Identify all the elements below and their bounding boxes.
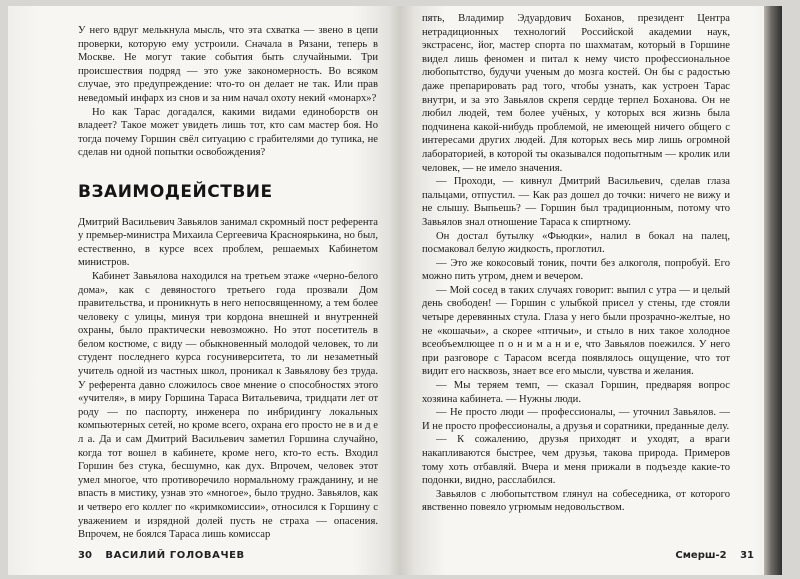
book-title: Смерш-2 <box>675 550 727 561</box>
paragraph: Завьялов с любопытством глянул на собеседника, от которого явственно повеяло угрюмым недовольством. <box>422 488 730 514</box>
left-page-footer <box>78 550 245 561</box>
paragraph: Кабинет Завьялова находился на третьем этаже «черно-белого дома», как с девяностого третьего года прозвали Дом правительства, и проникнуть в него непосвященному, а тем более человеку с улицы, минуя три кордона внешней и внутренней охраны, было практически невозможно. Но этот посетитель в белом костюме, с виду — обыкновенный молодой человек, то ли студент последнего курса госуниверситета, то ли незаметный учитель одной из частных школ, проникал к Завьялову без труда. У референта давно сложилось свое мнение о способностях этого «учителя», в миру Горшина Тараса Витальевича, тридцати лет от роду — по паспорту, инженера по инбридингу локальных компьютерных сетей, но кроме всего, охрана его просто не в и д е л а. Да и сам Дмитрий Васильевич заметил Горшина случайно, когда тот вошел в кабинете, кроме него, кто-то есть. Входил Горшин без стука, бесшумно, как дух. Впрочем, человек этот умел многое, что противоречило нормальному гражданину, и не впасть в мистику, узнав это «многое», было трудно. Завьялов, как и четверо его коллег по «кримкомиссии», относился к Горшину с уважением и изрядной долей пусть не страха — опасения. Впрочем, не боялся Тараса лишь комиссар <box>78 270 378 541</box>
right-page-footer <box>675 550 754 561</box>
paragraph: — Не просто люди — профессионалы, — уточнил Завьялов. — И не просто профессионалы, а друзья и соратники, преданные делу. <box>422 407 730 432</box>
paragraph: — Мы теряем темп, — сказал Горшин, предваряя вопрос хозяина кабинета. — Нужны люди. <box>422 380 730 405</box>
paragraph: Он достал бутылку «Фьюдки», налил в бокал на палец, посмаковал белую жидкость, проглотил. <box>422 230 730 256</box>
page-number: 30 <box>78 550 92 561</box>
right-page <box>400 6 782 575</box>
page-edge <box>764 6 782 575</box>
page-number: 31 <box>740 550 754 561</box>
paragraph: — Проходи, — кивнул Дмитрий Васильевич, сделав глаза пальцами, отпустил. — Как раз дошел до точки: ничего не вижу и не слышу. Выпьешь? — Горшин был традиционным, потому что Завьялов знал отношение Тараса к спиртному. <box>422 176 730 228</box>
paragraph: Дмитрий Васильевич Завьялов занимал скромный пост референта у премьер-министра Михаила Сергеевича Красноярькина, но был, естественно, в курсе всех проблем, решаемых Кабинетом министров. <box>78 216 378 269</box>
left-page-text <box>78 24 378 542</box>
paragraph: — Это же кокосовый тоник, почти без алкоголя, попробуй. Его можно пить утром, днем и вечером. <box>422 257 730 283</box>
paragraph: — К сожалению, друзья приходят и уходят, а враги накапливаются быстрее, чем друзья, такова природа. Примеров тому хоть отбавляй. Вчера и меня прижали в подъезде какие-то подонки, видно, расслабился. <box>422 434 730 487</box>
section-title: ВЗАИМОДЕЙСТВИЕ <box>78 181 273 202</box>
author-name: ВАСИЛИЙ ГОЛОВАЧЕВ <box>105 550 245 561</box>
paragraph: пять, Владимир Эдуардович Боханов, президент Центра нетрадиционных технологий Российской академии наук, экстрасенс, йог, мастер спорта по шахматам, который в Горшине видел лишь феномен и питал к нему чисто профессиональное любопытство, будучи ученым до мозга костей. Он бы с радостью даже препарировать рад того, чтобы узнать, как устроен Тарас внутри, и за это Завьялов скрепя сердце терпел Боханова. Он не любил людей, тем более учёных, у которых вся жизнь была подчинена какой-нибудь проблемой, не имеющей ничего общего с интересами других людей. Для которых весь мир лишь огромной лабораторией, в которой ты оказывался подопытным — кролик или человек, — не имело значения. <box>422 13 730 174</box>
paragraph: — Мой сосед в таких случаях говорит: выпил с утра — и целый день свободен! — Горшин с улыбкой присел у стены, где стояли четыре деревянных стула. Глаза у него были прозрачно-желтые, но не «кошачьи», а скорее «птичьи», и стыло в них такое холодное всеобъемлющее п о н и м а н и е, что Завьялов поежился. У него при разговоре с Тарасом всегда появлялось ощущение, что тот видит его насквозь, знает все его мысли, чувства и желания. <box>422 284 730 378</box>
left-page <box>8 6 400 575</box>
paragraph: Но как Тарас догадался, какими видами единоборств он владеет? Такое может увидеть лишь тот, кто сам мастер боя. Но тогда почему Горшин свёл ситуацию с грабителями до тупика, не сделав ни одной попытки освобождения? <box>78 106 378 159</box>
right-page-text <box>422 12 730 515</box>
paragraph: У него вдруг мелькнула мысль, что эта схватка — звено в цепи проверки, которую ему устроили. Сначала в Рязани, теперь в Москве. Не могут такие события быть случайными. Три происшествия подряд — это уже закономерность. Во всяком случае, это предупреждение: что-то он делает не так. Или прав неведомый инфарх из снов и за ним начал охоту некий «монарх»? <box>78 25 378 104</box>
